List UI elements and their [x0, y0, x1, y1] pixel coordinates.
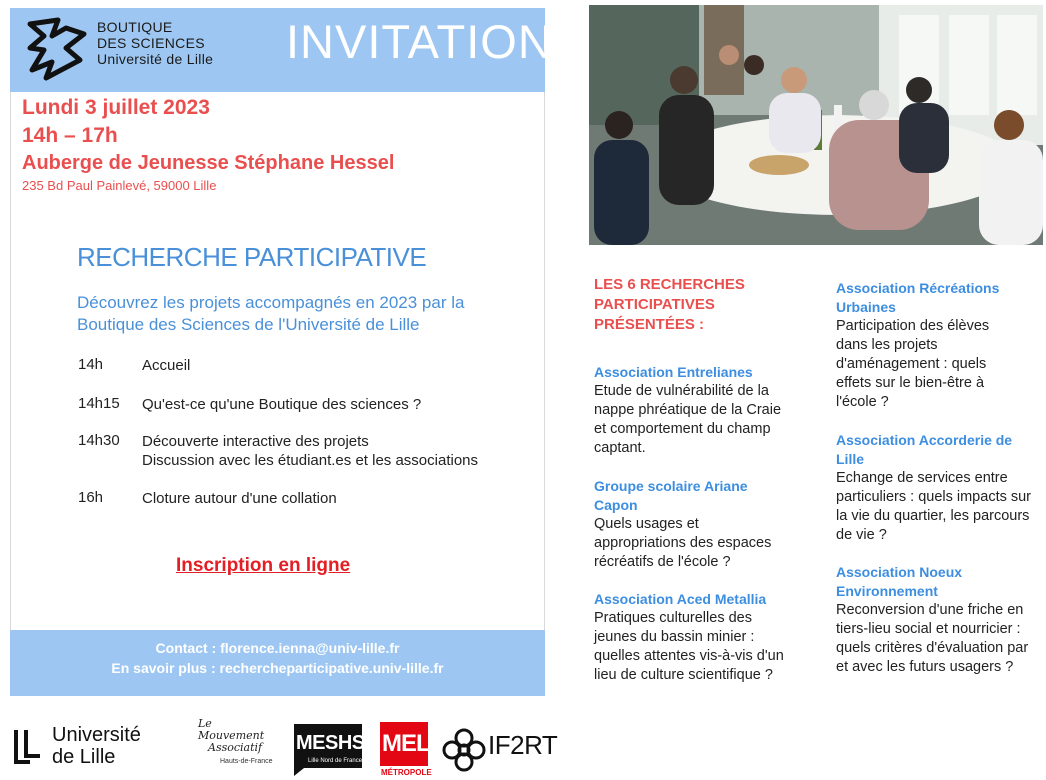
research-item-description: Echange de services entre particuliers : quels impacts sur la vie du quartier, les parcours de vie ?: [836, 470, 1032, 543]
schedule-time: 14h15: [78, 395, 120, 412]
mouvement-line-3: Associatif: [208, 741, 263, 754]
research-item-description: Participation des élèves dans les projets d'aménagement : quels effets sur le bien-être à l'école ?: [836, 318, 990, 410]
mel-logo: [380, 722, 432, 778]
schedule-time: 14h30: [78, 432, 120, 449]
research-item-description: Pratiques culturelles des jeunes du bassin minier : quelles attentes vis-à-vis d'un lieu de culture scientifique ?: [594, 610, 784, 683]
research-heading-line: PARTICIPATIVES: [594, 296, 715, 313]
schedule-label-secondary: Discussion avec les étudiant.es et les associations: [142, 452, 479, 469]
ulille-line-1: Université: [52, 724, 141, 746]
intro-text: Découvrez les projets accompagnés en 2023 par la Boutique des Sciences de l'Université de Lille: [77, 293, 465, 334]
signup-link[interactable]: Inscription en ligne: [176, 555, 351, 576]
meeting-photo: [589, 5, 1043, 245]
more-info-line[interactable]: En savoir plus : rechercheparticipative.univ-lille.fr: [111, 660, 444, 676]
research-item-title: Association Noeux Environnement: [836, 564, 963, 599]
mel-subtitle: MÉTROPOLE: [381, 768, 432, 777]
event-date: Lundi 3 juillet 2023: [22, 96, 210, 119]
research-heading: [594, 275, 745, 335]
main-title: RECHERCHE PARTICIPATIVE: [77, 242, 427, 272]
mouvement-line-2: Mouvement: [198, 729, 265, 742]
if2rt-logo: [442, 726, 558, 776]
brand-name: [97, 19, 213, 67]
ulille-line-2: de Lille: [52, 746, 116, 768]
mel-text: MEL: [382, 730, 430, 757]
brand-line-2: DES SCIENCES: [97, 35, 205, 51]
schedule-time: 14h: [78, 356, 104, 373]
mouvement-region: Hauts-de-France: [220, 758, 273, 765]
research-item-description: Etude de vulnérabilité de la nappe phréatique de la Craie et comportement du champ captant.: [594, 383, 782, 456]
research-item-title: Association Aced Metallia: [594, 591, 767, 607]
meshs-subtitle: Lille Nord de France: [308, 758, 363, 764]
research-item-title: Association Entrelianes: [594, 364, 753, 380]
if2rt-flower-icon: [442, 728, 486, 772]
research-item-title: Association Récréations Urbaines: [836, 280, 1000, 315]
universite-lille-mark-icon: [12, 728, 44, 768]
mouvement-associatif-logo: [190, 718, 280, 776]
schedule-time: 16h: [78, 489, 104, 506]
mouvement-line-1: Le: [198, 717, 212, 730]
schedule-label: Cloture autour d'une collation: [142, 490, 337, 507]
universite-lille-logo: [12, 722, 152, 770]
event-address: 235 Bd Paul Painlevé, 59000 Lille: [22, 178, 217, 193]
meshs-text: MESHS: [296, 732, 365, 754]
boutique-sciences-logo-icon: [22, 14, 92, 84]
if2rt-text: IF2RT: [488, 730, 558, 760]
brand-line-3: Université de Lille: [97, 51, 214, 67]
brand-line-1: BOUTIQUE: [97, 19, 173, 35]
event-time: 14h – 17h: [22, 124, 118, 147]
invitation-title: INVITATION: [286, 15, 553, 68]
research-item-title: Association Accorderie de Lille: [836, 432, 1013, 467]
meshs-logo: [290, 722, 366, 776]
research-item-description: Reconversion d'une friche en tiers-lieu social et nourricier : quels critères d'évaluation par et avec les futurs usagers ?: [836, 602, 1029, 675]
schedule-label: Accueil: [142, 357, 191, 374]
schedule-label: Découverte interactive des projets: [142, 433, 369, 450]
research-heading-line: PRÉSENTÉES :: [594, 316, 705, 333]
research-item-title: Groupe scolaire Ariane Capon: [594, 478, 748, 513]
event-venue: Auberge de Jeunesse Stéphane Hessel: [22, 152, 395, 174]
research-item-description: Quels usages et appropriations des espaces récréatifs de l'école ?: [594, 516, 772, 570]
research-heading-line: LES 6 RECHERCHES: [594, 276, 745, 293]
schedule-label: Qu'est-ce qu'une Boutique des sciences ?: [142, 396, 422, 413]
contact-line[interactable]: Contact : florence.ienna@univ-lille.fr: [155, 640, 400, 656]
